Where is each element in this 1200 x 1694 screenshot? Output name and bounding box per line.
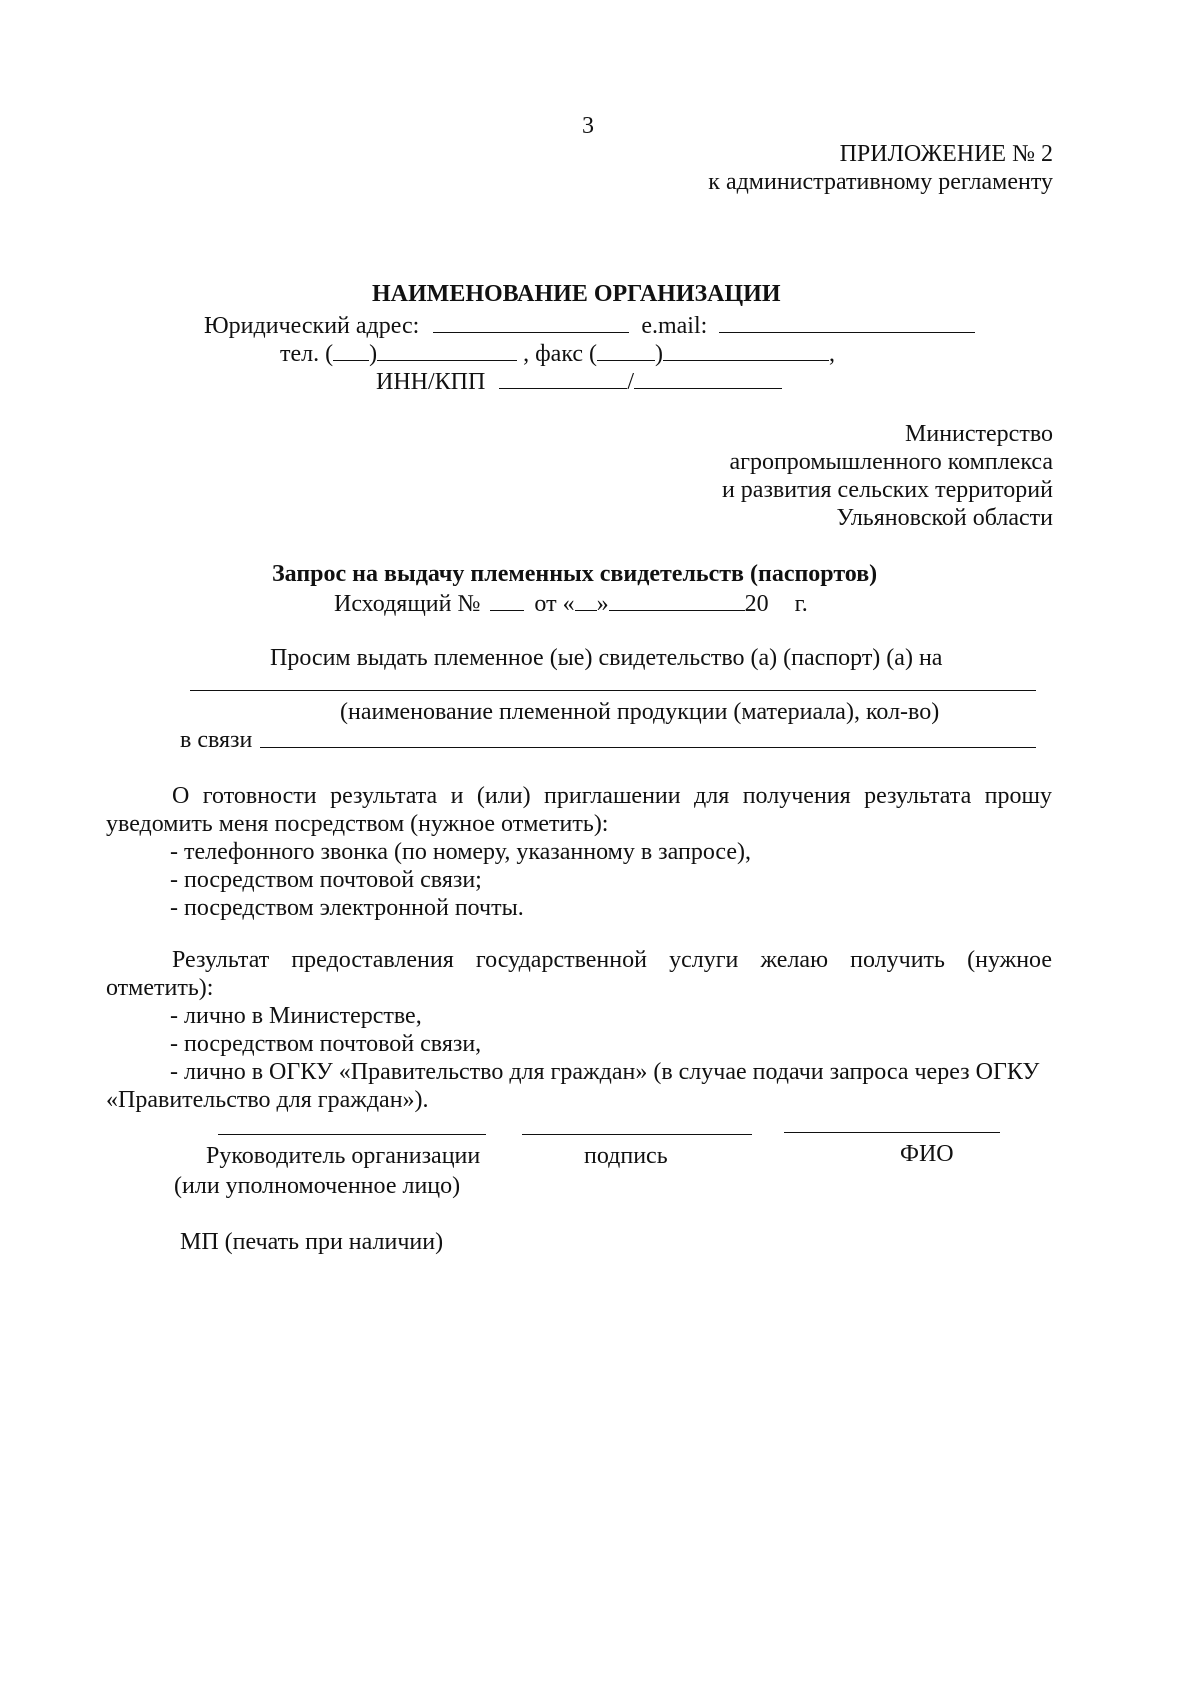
date-quote-close: » [596,591,609,617]
date-month-blank[interactable] [609,588,745,611]
phone-code-blank[interactable] [333,338,369,361]
result-option-post[interactable]: - посредством почтовой связи, [170,1031,482,1057]
product-caption: (наименование племенной продукции (материала), кол-во) [340,699,940,725]
ask-text: Просим выдать племенное (ые) свидетельство (а) (паспорт) (а) на [270,645,943,671]
result-option-ogku-continuation: «Правительство для граждан»). [106,1087,429,1113]
organization-heading: НАИМЕНОВАНИЕ ОРГАНИЗАЦИИ [372,281,781,307]
signature-line[interactable] [522,1134,752,1135]
phone-number-blank[interactable] [377,338,517,361]
inn-slash: / [627,369,635,395]
request-title: Запрос на выдачу племенных свидетельств (паспортов) [272,561,878,587]
inn-blank[interactable] [499,366,627,389]
phone-label: тел. ( [280,341,334,367]
legal-address-row [204,310,975,340]
date-day-blank[interactable] [575,588,597,611]
legal-address-label: Юридический адрес: [204,313,420,339]
date-from: от « [534,591,575,617]
phone-fax-row [280,338,835,368]
notification-intro-line-1: О готовности результата и (или) приглашении для получения результата прошу [172,783,1052,809]
fax-number-blank[interactable] [663,338,829,361]
year-label: 20 [744,591,769,617]
result-option-ogku[interactable]: - лично в ОГКУ «Правительство для граждан» (в случае подачи запроса через ОГКУ [170,1059,1040,1085]
email-blank[interactable] [719,310,975,333]
year-blank[interactable] [775,588,789,611]
recipient-line-4: Ульяновской области [836,505,1053,531]
result-intro-line-1: Результат предоставления государственной услуги желаю получить (нужное [172,947,1052,973]
legal-address-blank[interactable] [433,310,629,333]
head-signature-line[interactable] [218,1134,486,1135]
outgoing-number-blank[interactable] [490,588,524,611]
head-label: Руководитель организации [206,1143,481,1169]
fax-close: ) [655,341,664,367]
name-line[interactable] [784,1132,1000,1133]
outgoing-label: Исходящий № [334,591,481,617]
appendix-subtitle: к административному регламенту [708,169,1053,195]
product-blank-line[interactable] [190,690,1036,691]
inn-label: ИНН/КПП [376,369,486,395]
result-option-ministry[interactable]: - лично в Министерстве, [170,1003,422,1029]
email-label: e.mail: [641,313,708,339]
recipient-line-1: Министерство [905,421,1053,447]
recipient-line-2: агропромышленного комплекса [729,449,1053,475]
signature-label: подпись [584,1143,668,1169]
notification-intro-line-2: уведомить меня посредством (нужное отметить): [106,811,609,837]
recipient-line-3: и развития сельских территорий [721,477,1053,503]
notification-option-email[interactable]: - посредством электронной почты. [170,895,524,921]
name-label: ФИО [900,1141,954,1167]
inn-row [376,366,782,396]
fax-label: , факс ( [523,341,598,367]
phone-close: ) [369,341,378,367]
result-intro-line-2: отметить): [106,975,214,1001]
fax-code-blank[interactable] [597,338,655,361]
reason-blank-line[interactable] [260,747,1036,748]
notification-option-post[interactable]: - посредством почтовой связи; [170,867,482,893]
fax-comma: , [829,341,836,367]
page-number: 3 [582,113,594,139]
stamp-label: МП (печать при наличии) [180,1229,444,1255]
outgoing-row [334,588,808,618]
notification-option-phone[interactable]: - телефонного звонка (по номеру, указанному в запросе), [170,839,752,865]
appendix-title: ПРИЛОЖЕНИЕ № 2 [839,141,1053,167]
kpp-blank[interactable] [634,366,782,389]
reason-label: в связи [180,727,253,753]
head-label-2: (или уполномоченное лицо) [174,1173,461,1199]
year-suffix: г. [794,591,808,617]
